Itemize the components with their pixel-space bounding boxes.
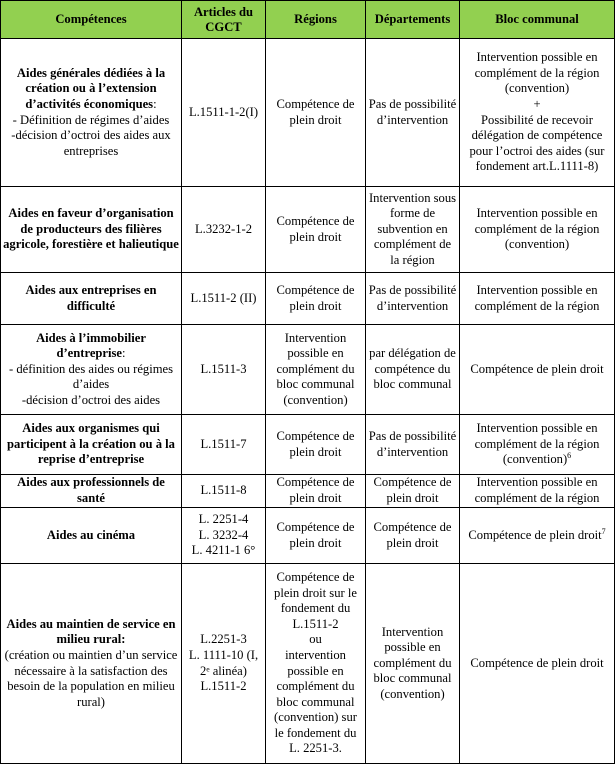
competence-cell: [1, 508, 182, 564]
departements-cell: [366, 475, 460, 508]
header-row: [1, 1, 615, 39]
bloc-line: +: [533, 96, 541, 111]
competence-detail: -décision d’octroi des aides aux entreprises: [11, 128, 171, 158]
competence-detail: - définition des aides ou régimes d’aides: [8, 361, 174, 392]
bloc-line: Intervention possible en complément de la région (convention): [474, 206, 600, 252]
article-cell: [182, 415, 266, 475]
regions-cell: [266, 325, 366, 415]
bloc-line: Intervention possible en complément de la région (convention)$^6$: [474, 421, 600, 467]
table-row: [1, 187, 615, 273]
regions-cell: [266, 39, 366, 187]
departements-cell: [366, 273, 460, 325]
regions-line: Compétence de plein droit: [276, 96, 355, 127]
competence-title: Aides au maintien de service en milieu rural:: [6, 616, 176, 647]
regions-line: Compétence de plein droit: [276, 475, 355, 505]
competence-detail: - Définition de régimes d’aides: [12, 112, 170, 127]
footnote-ref: 7: [601, 526, 606, 536]
competence-title: Aides en faveur d’organisation de producteurs des filières agricole, forestière et halieutique: [3, 206, 179, 252]
table-row: [1, 508, 615, 564]
header-departements: Départements: [366, 1, 460, 39]
departements-cell: [366, 564, 460, 764]
competence-detail: -décision d’octroi des aides: [21, 392, 161, 407]
article-line: L.1511-7: [200, 436, 247, 451]
bloc-communal-cell: [460, 415, 615, 475]
competence-title: Aides aux organismes qui participent à la création ou à la reprise d’entreprise: [7, 421, 175, 467]
competence-cell: [1, 564, 182, 764]
regions-line: Intervention possible en complément du bloc communal (convention): [276, 330, 355, 407]
departements-cell: [366, 39, 460, 187]
regions-line: Compétence de plein droit sur le fondement du L.1511-2: [274, 569, 357, 631]
competence-cell: [1, 273, 182, 325]
article-line: L. 1111-10 (I, 2ᵉ alinéa): [188, 647, 259, 678]
table-row: [1, 564, 615, 764]
article-line: L.1511-8: [200, 483, 247, 498]
footnote-ref: 6: [567, 451, 572, 461]
departements-line: Intervention possible en complément du bloc communal (convention): [373, 624, 452, 701]
departements-cell: [366, 325, 460, 415]
article-cell: [182, 508, 266, 564]
article-cell: [182, 564, 266, 764]
regions-line: Compétence de plein droit: [276, 213, 355, 244]
regions-cell: [266, 187, 366, 273]
article-cell: [182, 273, 266, 325]
article-cell: [182, 325, 266, 415]
competence-cell: [1, 415, 182, 475]
departements-line: par délégation de compétence du bloc communal: [369, 346, 456, 392]
article-cell: [182, 475, 266, 508]
regions-line: Compétence de plein droit: [276, 282, 355, 313]
departements-line: Compétence de plein droit: [373, 475, 452, 505]
regions-line: intervention possible en complément du bloc communal (convention) sur le fondement du L. 2251-3.: [274, 647, 357, 756]
departements-line: Intervention sous forme de subvention en complément de la région: [368, 190, 457, 267]
bloc-line: Intervention possible en complément de la région: [474, 282, 600, 313]
article-line: L.1511-3: [200, 361, 247, 376]
departements-cell: [366, 415, 460, 475]
header-articles: Articles du CGCT: [182, 1, 266, 39]
competence-cell: [1, 325, 182, 415]
article-line: L.1511-1-2(I): [188, 104, 259, 119]
regions-cell: [266, 475, 366, 508]
departements-cell: [366, 187, 460, 273]
bloc-line: Intervention possible en complément de la région: [474, 475, 600, 505]
bloc-communal-cell: [460, 564, 615, 764]
regions-cell: [266, 415, 366, 475]
table-row: [1, 39, 615, 187]
bloc-communal-cell: [460, 508, 615, 564]
bloc-line: Compétence de plein droit: [470, 655, 604, 670]
article-line: L. 2251-4: [198, 512, 249, 527]
article-line: L. 3232-4: [198, 527, 249, 542]
table-row: [1, 415, 615, 475]
header-regions: Régions: [266, 1, 366, 39]
article-line: L.2251-3: [200, 632, 247, 647]
table-row: [1, 475, 615, 508]
competence-detail: (création ou maintien d’un service nécessaire à la satisfaction des besoin de la population en milieu rural): [4, 647, 178, 709]
competence-title: Aides générales dédiées à la création ou à l’extension d’activités économiques: [16, 65, 166, 111]
departements-line: Pas de possibilité d’intervention: [368, 96, 457, 127]
bloc-line: Possibilité de recevoir délégation de compétence pour l’octroi des aides (sur fondement art.L.1111-8): [469, 112, 605, 174]
competence-title: Aides à l’immobilier d’entreprise: [36, 330, 146, 361]
header-competences: Compétences: [1, 1, 182, 39]
competence-title: Aides aux entreprises en difficulté: [25, 282, 157, 313]
bloc-line: Compétence de plein droit: [470, 361, 604, 376]
article-line: L. 4211-1 6°: [191, 543, 256, 558]
header-bloc-communal: Bloc communal: [460, 1, 615, 39]
competence-cell: [1, 187, 182, 273]
bloc-communal-cell: [460, 325, 615, 415]
departements-cell: [366, 508, 460, 564]
bloc-communal-cell: [460, 187, 615, 273]
departements-line: Pas de possibilité d’intervention: [368, 428, 457, 459]
bloc-communal-cell: [460, 273, 615, 325]
departements-line: Pas de possibilité d’intervention: [368, 282, 457, 313]
article-line: L.3232-1-2: [194, 221, 252, 236]
competence-title-suffix: :: [153, 96, 157, 111]
table-row: [1, 325, 615, 415]
regions-line: Compétence de plein droit: [276, 428, 355, 459]
regions-cell: [266, 564, 366, 764]
article-line: L.1511-2 (II): [190, 290, 257, 305]
regions-line: ou: [309, 632, 322, 647]
departements-line: Compétence de plein droit: [373, 519, 452, 550]
bloc-line: Intervention possible en complément de la région (convention): [474, 50, 600, 96]
table-body: [1, 39, 615, 764]
regions-cell: [266, 273, 366, 325]
regions-line: Compétence de plein droit: [276, 519, 355, 550]
competence-cell: [1, 475, 182, 508]
article-cell: [182, 187, 266, 273]
regions-cell: [266, 508, 366, 564]
bloc-line: Compétence de plein droit$^7$: [468, 526, 606, 542]
bloc-communal-cell: [460, 39, 615, 187]
bloc-communal-cell: [460, 475, 615, 508]
competence-cell: [1, 39, 182, 187]
table-row: [1, 273, 615, 325]
competence-title-suffix: :: [122, 346, 126, 361]
article-cell: [182, 39, 266, 187]
article-line: L.1511-2: [200, 679, 247, 694]
competence-title: Aides au cinéma: [46, 527, 136, 542]
competence-title: Aides aux professionnels de santé: [17, 475, 165, 505]
